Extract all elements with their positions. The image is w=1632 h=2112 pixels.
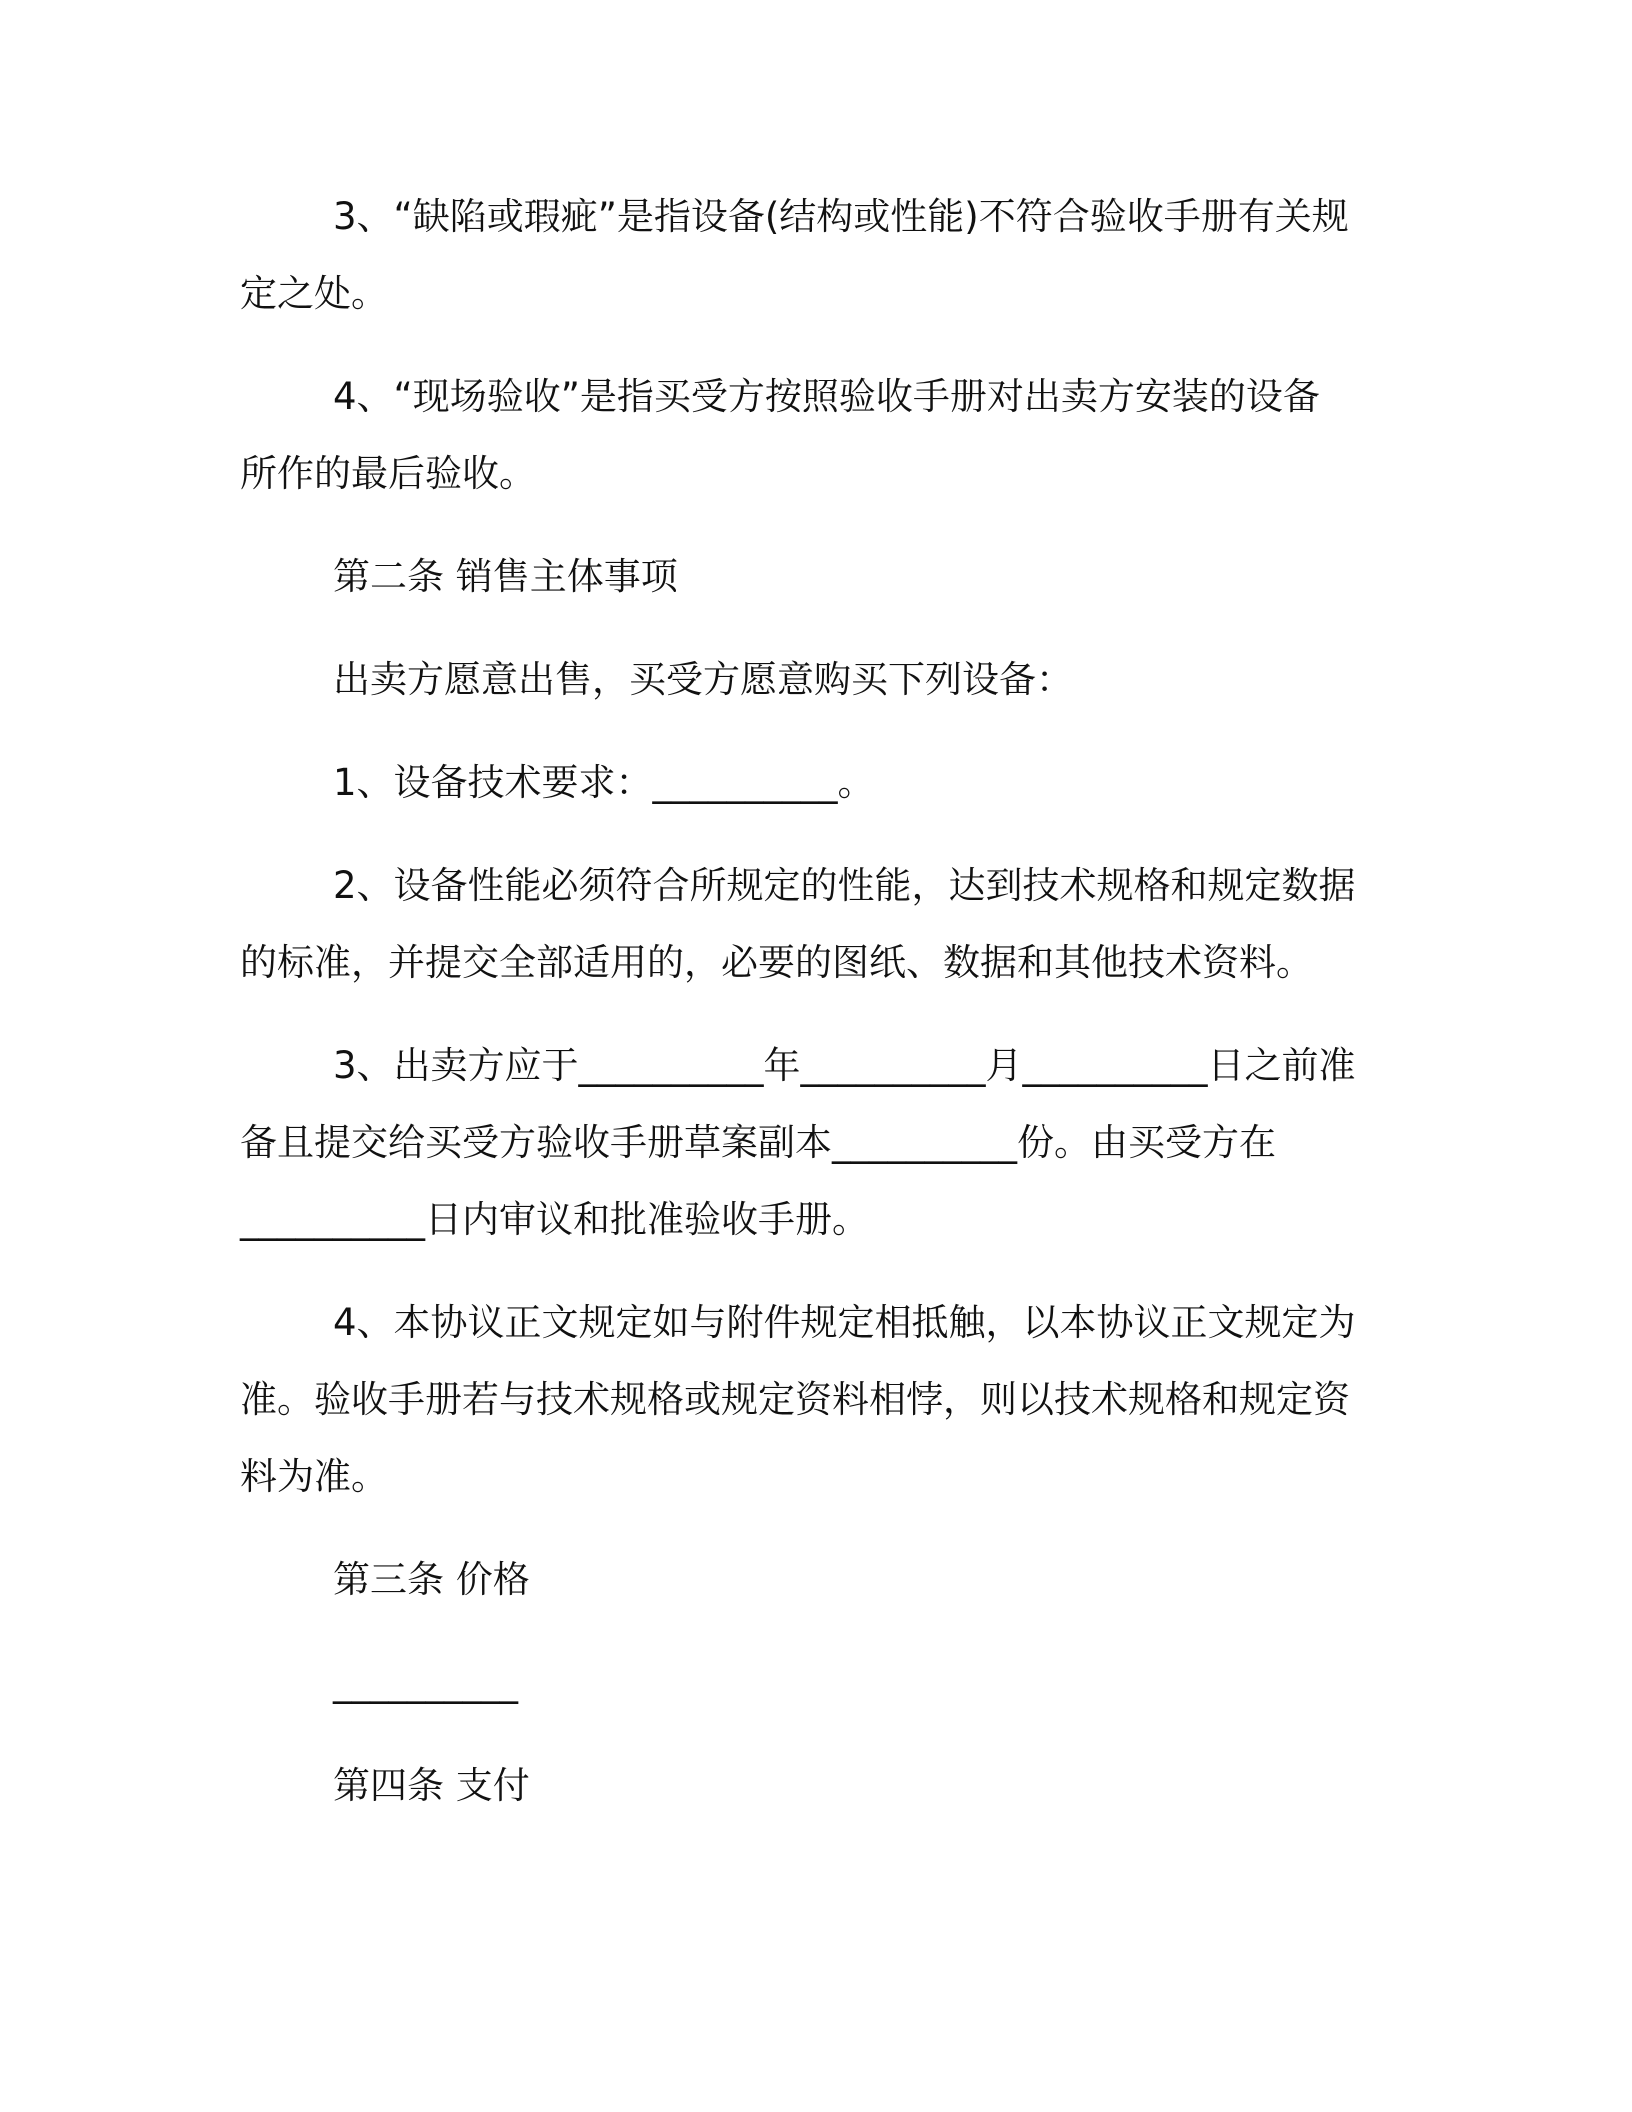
section-heading-article-2	[240, 538, 1452, 615]
text-line: 出卖方愿意出售，买受方愿意购买下列设备：	[333, 658, 1073, 701]
section-heading: 第三条 价格	[333, 1558, 530, 1601]
text-line: 4、本协议正文规定如与附件规定相抵触，以本协议正文规定为	[333, 1301, 1356, 1344]
text-line: 的标准，并提交全部适用的，必要的图纸、数据和其他技术资料。	[240, 941, 1313, 984]
clause-defect-definition	[240, 178, 1452, 332]
text-line: 备且提交给买受方验收手册草案副本__________份。由买受方在	[240, 1121, 1276, 1164]
price-blank	[240, 1644, 1452, 1721]
clause-technical-requirements	[240, 744, 1452, 821]
text-line: 料为准。	[240, 1455, 388, 1498]
clause-acceptance-manual-draft	[240, 1027, 1452, 1258]
blank-line: __________	[333, 1661, 518, 1704]
clause-precedence	[240, 1284, 1452, 1515]
text-line: 准。验收手册若与技术规格或规定资料相悖，则以技术规格和规定资	[240, 1378, 1350, 1421]
text-line: 所作的最后验收。	[240, 452, 536, 495]
text-line: __________日内审议和批准验收手册。	[240, 1198, 869, 1241]
clause-sale-intro	[240, 641, 1452, 718]
text-line: 4、“现场验收”是指买受方按照验收手册对出卖方安装的设备	[333, 375, 1320, 418]
section-heading-article-4	[240, 1747, 1452, 1824]
text-line: 2、设备性能必须符合所规定的性能，达到技术规格和规定数据	[333, 864, 1356, 907]
text-line: 定之处。	[240, 272, 388, 315]
clause-site-acceptance-definition	[240, 358, 1452, 512]
section-heading: 第二条 销售主体事项	[333, 555, 678, 598]
text-line: 3、“缺陷或瑕疵”是指设备(结构或性能)不符合验收手册有关规	[333, 195, 1349, 238]
text-line: 1、设备技术要求：__________。	[333, 761, 875, 804]
section-heading-article-3	[240, 1541, 1452, 1618]
text-line: 3、出卖方应于__________年__________月__________日之前准	[333, 1044, 1356, 1087]
clause-performance	[240, 847, 1452, 1001]
section-heading: 第四条 支付	[333, 1764, 530, 1807]
